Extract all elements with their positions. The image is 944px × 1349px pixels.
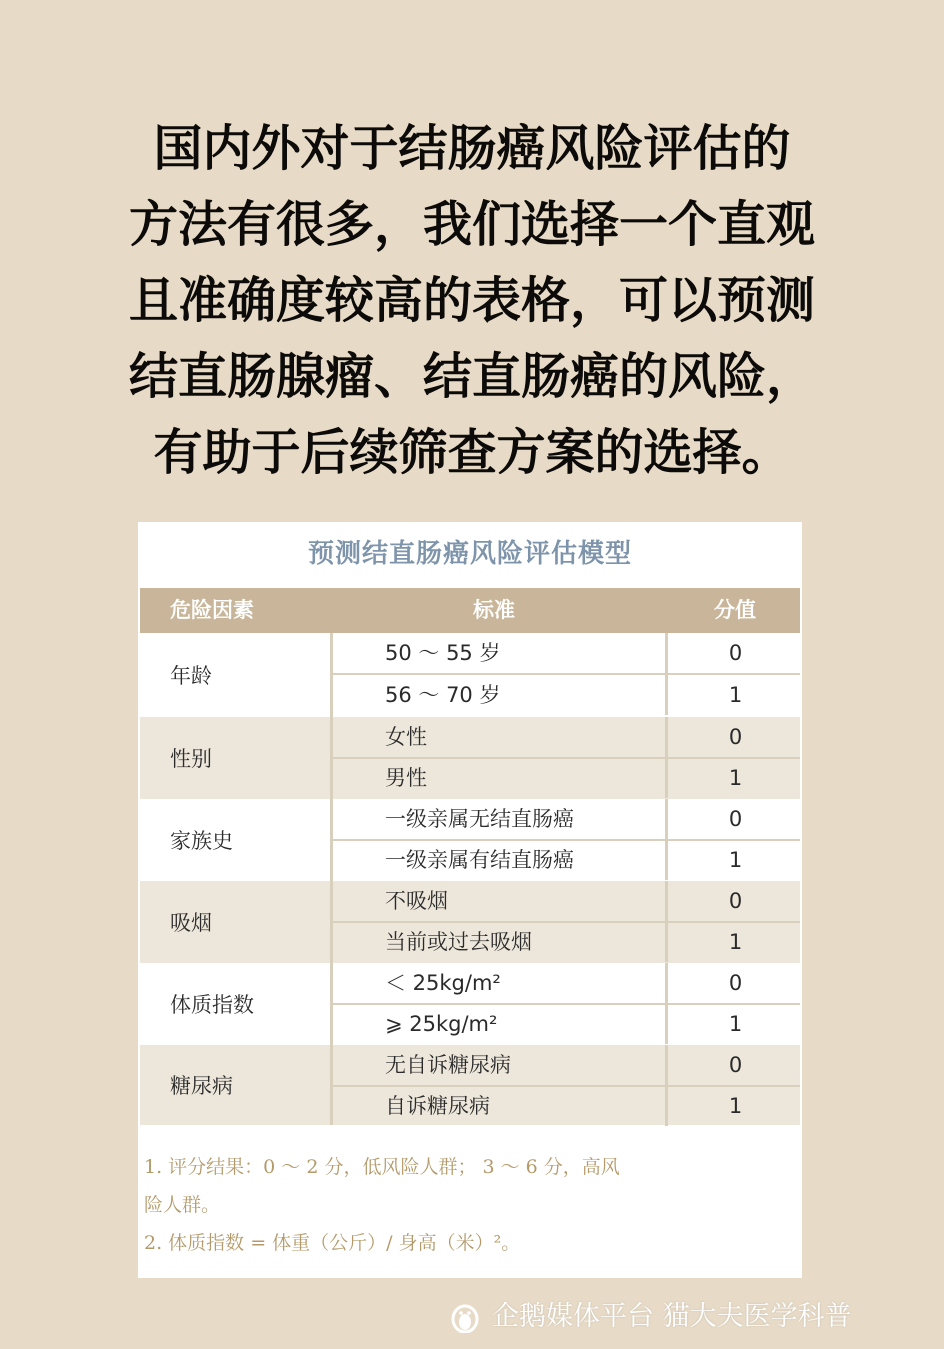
factor-label: 性别 — [170, 747, 212, 771]
criterion-cell: 无自诉糖尿病 — [385, 1053, 511, 1077]
table-row — [333, 1086, 800, 1126]
criterion-cell: 当前或过去吸烟 — [385, 930, 532, 954]
criterion-cell: ＜ 25kg/m² — [385, 971, 501, 995]
factor-label: 吸烟 — [170, 911, 212, 935]
table-group-sex — [140, 717, 800, 799]
criterion-cell: 56 ～ 70 岁 — [385, 683, 501, 707]
header-criterion: 标准 — [473, 598, 515, 622]
header-score: 分值 — [714, 598, 756, 622]
score-cell: 0 — [665, 963, 803, 1003]
note-line: 险人群。 — [144, 1194, 221, 1216]
table-row — [333, 1004, 800, 1044]
intro-text — [95, 110, 849, 490]
criterion-cell: 不吸烟 — [385, 889, 448, 913]
score-cell: 1 — [665, 1086, 803, 1126]
note-line: 1. 评分结果：0 ～ 2 分，低风险人群； 3 ～ 6 分，高风 — [144, 1156, 620, 1178]
factor-cell — [140, 633, 333, 717]
score-cell: 0 — [665, 799, 803, 839]
intro-line: 方法有很多，我们选择一个直观 — [128, 195, 815, 253]
score-cell: 1 — [665, 922, 803, 962]
table-row — [333, 840, 800, 880]
table-row — [333, 633, 800, 675]
table-row — [333, 963, 800, 1005]
table-group-age — [140, 633, 800, 717]
table-group-diabetes — [140, 1045, 800, 1125]
table-row — [333, 1045, 800, 1087]
table-row — [333, 758, 800, 798]
risk-table-card — [138, 522, 802, 1278]
watermark — [448, 1294, 852, 1333]
criterion-cell: 一级亲属无结直肠癌 — [385, 807, 574, 831]
table-notes — [144, 1148, 800, 1262]
intro-line: 国内外对于结肠癌风险评估的 — [153, 119, 791, 177]
factor-cell — [140, 799, 333, 881]
score-cell: 1 — [665, 758, 803, 798]
table-group-smoking — [140, 881, 800, 963]
table-title: 预测结直肠癌风险评估模型 — [307, 539, 632, 569]
table-row — [333, 717, 800, 759]
score-cell: 0 — [665, 881, 803, 921]
score-cell: 1 — [665, 840, 803, 880]
table-row — [333, 799, 800, 841]
criterion-cell: 男性 — [385, 766, 427, 790]
criterion-cell: ⩾ 25kg/m² — [385, 1012, 498, 1036]
table-header — [140, 588, 800, 633]
watermark-text: 企鹅媒体平台 猫大夫医学科普 — [492, 1301, 852, 1332]
table-group-bmi — [140, 963, 800, 1045]
criterion-cell: 女性 — [385, 725, 427, 749]
score-cell: 1 — [665, 675, 803, 715]
factor-cell — [140, 1045, 333, 1125]
factor-label: 家族史 — [170, 829, 233, 853]
criterion-cell: 一级亲属有结直肠癌 — [385, 848, 574, 872]
factor-cell — [140, 881, 333, 963]
factor-label: 糖尿病 — [170, 1074, 233, 1098]
score-cell: 0 — [665, 1045, 803, 1085]
table-group-family-history — [140, 799, 800, 881]
criterion-cell: 50 ～ 55 岁 — [385, 641, 501, 665]
criterion-cell: 自诉糖尿病 — [385, 1094, 490, 1118]
score-cell: 0 — [665, 633, 803, 673]
table-row — [333, 922, 800, 962]
penguin-icon — [448, 1303, 482, 1333]
factor-label: 年龄 — [170, 664, 212, 688]
factor-cell — [140, 963, 333, 1045]
intro-line: 有助于后续筛查方案的选择。 — [153, 423, 791, 481]
factor-cell — [140, 717, 333, 799]
note-line: 2. 体质指数 = 体重（公斤）/ 身高（米）²。 — [144, 1232, 521, 1254]
intro-line: 且准确度较高的表格，可以预测 — [128, 271, 815, 329]
factor-label: 体质指数 — [170, 993, 254, 1017]
header-factor: 危险因素 — [170, 598, 254, 622]
intro-line: 结直肠腺瘤、结直肠癌的风险， — [128, 347, 815, 405]
table-row — [333, 881, 800, 923]
table-row — [333, 675, 800, 715]
score-cell: 0 — [665, 717, 803, 757]
score-cell: 1 — [665, 1004, 803, 1044]
